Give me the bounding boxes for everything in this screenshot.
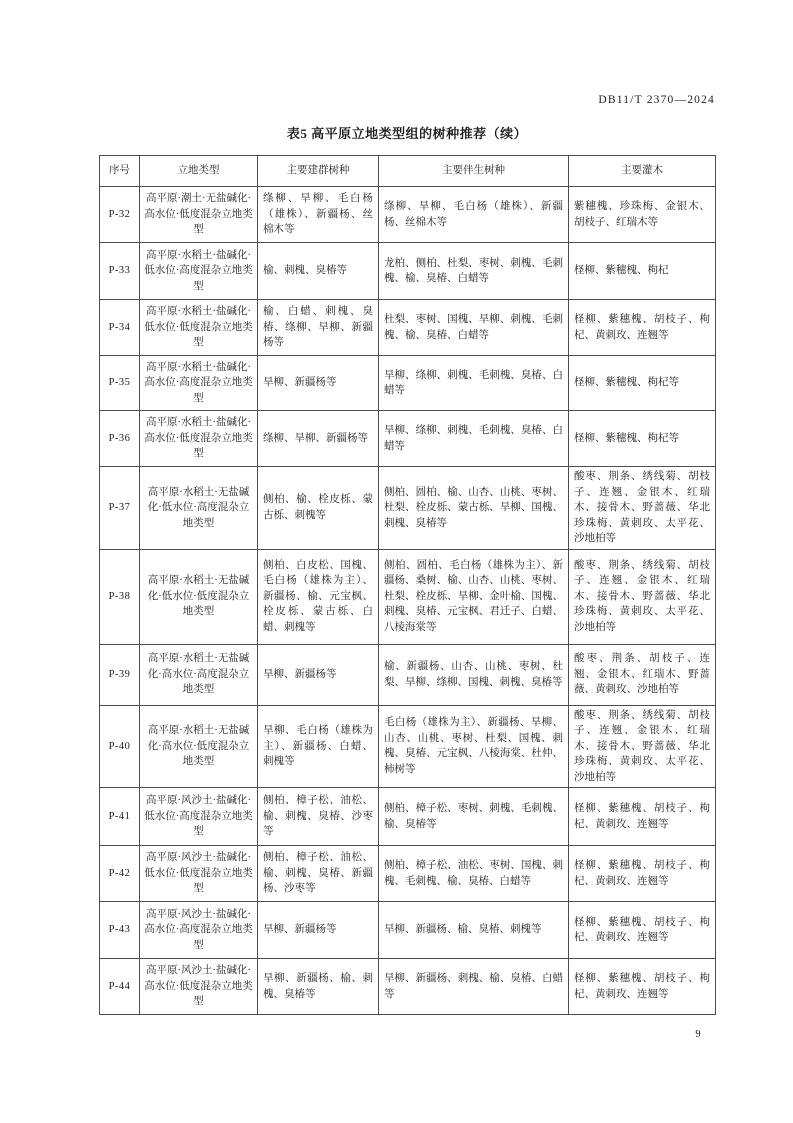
table-row <box>100 243 716 300</box>
table-row <box>100 788 716 846</box>
shrubs-cell: 柽柳、紫穗槐、胡枝子、枸杞、黄刺玫、连翘等 <box>569 902 716 959</box>
companion-species-cell: 毛白杨（雄株为主）、新疆杨、旱柳、山杏、山桃、枣树、杜梨、国槐、刺槐、臭椿、元宝枫、八棱海棠、杜仲、柿树等 <box>379 705 569 788</box>
table-header <box>100 156 716 187</box>
table-row <box>100 902 716 959</box>
main-species-cell: 绦柳、旱柳、新疆杨等 <box>258 411 379 467</box>
companion-species-cell: 侧柏、圆柏、榆、山杏、山桃、枣树、杜梨、栓皮栎、蒙古栎、旱柳、国槐、刺槐、臭椿等 <box>379 467 569 550</box>
main-species-cell: 侧柏、白皮松、国槐、毛白杨（雄株为主）、新疆杨、榆、元宝枫、栓皮栎、蒙古栎、白蜡、刺槐等 <box>258 549 379 644</box>
main-species-cell: 旱柳、新疆杨等 <box>258 356 379 411</box>
shrubs-cell: 柽柳、紫穗槐、胡枝子、枸杞、黄刺玫、连翘等 <box>569 300 716 356</box>
serial-number-cell: P-34 <box>100 300 140 356</box>
site-type-cell: 高平原·水稻土·盐碱化·低水位·低度混杂立地类型 <box>140 300 258 356</box>
main-species-cell: 榆、刺槐、臭椿等 <box>258 243 379 300</box>
site-type-cell: 高平原·风沙土·盐碱化·低水位·高度混杂立地类型 <box>140 788 258 846</box>
shrubs-cell: 酸枣、荆条、胡枝子、连翘、金银木、红瑞木、野蔷薇、黄刺玫、沙地柏等 <box>569 644 716 705</box>
site-type-cell: 高平原·潮土·无盐碱化·高水位·低度混杂立地类型 <box>140 187 258 243</box>
column-header: 主要灌木 <box>569 156 716 187</box>
column-header: 主要建群树种 <box>258 156 379 187</box>
companion-species-cell: 榆、新疆杨、山杏、山桃、枣树、杜梨、旱柳、绦柳、国槐、刺槐、臭椿等 <box>379 644 569 705</box>
site-type-cell: 高平原·水稻土·盐碱化·高水位·高度混杂立地类型 <box>140 356 258 411</box>
serial-number-cell: P-39 <box>100 644 140 705</box>
companion-species-cell: 旱柳、绦柳、刺槐、毛刺槐、臭椿、白蜡等 <box>379 356 569 411</box>
serial-number-cell: P-38 <box>100 549 140 644</box>
companion-species-cell: 侧柏、圆柏、毛白杨（雄株为主）、新疆杨、桑树、榆、山杏、山桃、枣树、杜梨、栓皮栎、旱柳、金叶榆、国槐、刺槐、臭椿、元宝枫、君迁子、白蜡、八棱海棠等 <box>379 549 569 644</box>
table-row <box>100 467 716 550</box>
site-type-cell: 高平原·水稻土·无盐碱化·低水位·高度混杂立地类型 <box>140 467 258 550</box>
serial-number-cell: P-44 <box>100 959 140 1015</box>
shrubs-cell: 紫穗槐、珍珠梅、金银木、胡枝子、红瑞木等 <box>569 187 716 243</box>
serial-number-cell: P-41 <box>100 788 140 846</box>
site-type-cell: 高平原·风沙土·盐碱化·低水位·低度混杂立地类型 <box>140 846 258 902</box>
main-species-cell: 旱柳、毛白杨（雄株为主）、新疆杨、白蜡、刺槐等 <box>258 705 379 788</box>
shrubs-cell: 柽柳、紫穗槐、枸杞等 <box>569 411 716 467</box>
main-species-cell: 绦柳、旱柳、毛白杨（雄株）、新疆杨、丝棉木等 <box>258 187 379 243</box>
main-species-cell: 旱柳、新疆杨、榆、刺槐、臭椿等 <box>258 959 379 1015</box>
species-recommendation-table <box>99 155 716 1015</box>
companion-species-cell: 旱柳、绦柳、刺槐、毛刺槐、臭椿、白蜡等 <box>379 411 569 467</box>
companion-species-cell: 绦柳、旱柳、毛白杨（雄株）、新疆杨、丝棉木等 <box>379 187 569 243</box>
column-header: 立地类型 <box>140 156 258 187</box>
shrubs-cell: 柽柳、紫穗槐、胡枝子、枸杞、黄刺玫、连翘等 <box>569 846 716 902</box>
site-type-cell: 高平原·水稻土·无盐碱化·高水位·高度混杂立地类型 <box>140 644 258 705</box>
companion-species-cell: 旱柳、新疆杨、榆、臭椿、刺槐等 <box>379 902 569 959</box>
page-number: 9 <box>695 1029 701 1040</box>
table-row <box>100 959 716 1015</box>
doc-code: DB11/T 2370—2024 <box>598 94 715 106</box>
shrubs-cell: 柽柳、紫穗槐、枸杞等 <box>569 356 716 411</box>
shrubs-cell: 酸枣、荆条、绣线菊、胡枝子、连翘、金银木、红瑞木、接骨木、野蔷薇、华北珍珠梅、黄刺玫、太平花、沙地柏等 <box>569 705 716 788</box>
table-row <box>100 846 716 902</box>
companion-species-cell: 龙柏、侧柏、杜梨、枣树、刺槐、毛刺槐、榆、臭椿、白蜡等 <box>379 243 569 300</box>
companion-species-cell: 侧柏、樟子松、枣树、刺槐、毛刺槐、榆、臭椿等 <box>379 788 569 846</box>
main-species-cell: 侧柏、榆、栓皮栎、蒙古栎、刺槐等 <box>258 467 379 550</box>
column-header: 序号 <box>100 156 140 187</box>
companion-species-cell: 侧柏、樟子松、油松、枣树、国槐、刺槐、毛刺槐、榆、臭椿、白蜡等 <box>379 846 569 902</box>
table-row <box>100 356 716 411</box>
site-type-cell: 高平原·水稻土·盐碱化·高水位·低度混杂立地类型 <box>140 411 258 467</box>
main-species-cell: 旱柳、新疆杨等 <box>258 644 379 705</box>
main-species-cell: 旱柳、新疆杨等 <box>258 902 379 959</box>
header-row <box>100 156 716 187</box>
serial-number-cell: P-42 <box>100 846 140 902</box>
serial-number-cell: P-32 <box>100 187 140 243</box>
table-body <box>100 187 716 1015</box>
table-row <box>100 644 716 705</box>
site-type-cell: 高平原·水稻土·无盐碱化·高水位·低度混杂立地类型 <box>140 705 258 788</box>
main-species-cell: 侧柏、樟子松、油松、榆、刺槐、臭椿、新疆杨、沙枣等 <box>258 846 379 902</box>
table-row <box>100 300 716 356</box>
companion-species-cell: 旱柳、新疆杨、刺槐、榆、臭椿、白蜡等 <box>379 959 569 1015</box>
shrubs-cell: 酸枣、荆条、绣线菊、胡枝子、连翘、金银木、红瑞木、接骨木、野蔷薇、华北珍珠梅、黄刺玫、太平花、沙地柏等 <box>569 467 716 550</box>
site-type-cell: 高平原·风沙土·盐碱化·高水位·低度混杂立地类型 <box>140 959 258 1015</box>
companion-species-cell: 杜梨、枣树、国槐、旱柳、刺槐、毛刺槐、榆、臭椿、白蜡等 <box>379 300 569 356</box>
main-species-cell: 侧柏、樟子松、油松、榆、刺槐、臭椿、沙枣等 <box>258 788 379 846</box>
serial-number-cell: P-35 <box>100 356 140 411</box>
table-row <box>100 411 716 467</box>
site-type-cell: 高平原·水稻土·无盐碱化·低水位·低度混杂立地类型 <box>140 549 258 644</box>
serial-number-cell: P-36 <box>100 411 140 467</box>
site-type-cell: 高平原·风沙土·盐碱化·高水位·高度混杂立地类型 <box>140 902 258 959</box>
table-title: 表5 高平原立地类型组的树种推荐（续） <box>286 126 528 141</box>
shrubs-cell: 柽柳、紫穗槐、枸杞 <box>569 243 716 300</box>
table-row <box>100 187 716 243</box>
serial-number-cell: P-43 <box>100 902 140 959</box>
shrubs-cell: 柽柳、紫穗槐、胡枝子、枸杞、黄刺玫、连翘等 <box>569 959 716 1015</box>
main-species-cell: 榆、白蜡、刺槐、臭椿、绦柳、旱柳、新疆杨等 <box>258 300 379 356</box>
table-row <box>100 549 716 644</box>
site-type-cell: 高平原·水稻土·盐碱化·低水位·高度混杂立地类型 <box>140 243 258 300</box>
column-header: 主要伴生树种 <box>379 156 569 187</box>
shrubs-cell: 酸枣、荆条、绣线菊、胡枝子、连翘、金银木、红瑞木、接骨木、野蔷薇、华北珍珠梅、黄刺玫、太平花、沙地柏等 <box>569 549 716 644</box>
shrubs-cell: 柽柳、紫穗槐、胡枝子、枸杞、黄刺玫、连翘等 <box>569 788 716 846</box>
table-row <box>100 705 716 788</box>
serial-number-cell: P-33 <box>100 243 140 300</box>
serial-number-cell: P-40 <box>100 705 140 788</box>
serial-number-cell: P-37 <box>100 467 140 550</box>
